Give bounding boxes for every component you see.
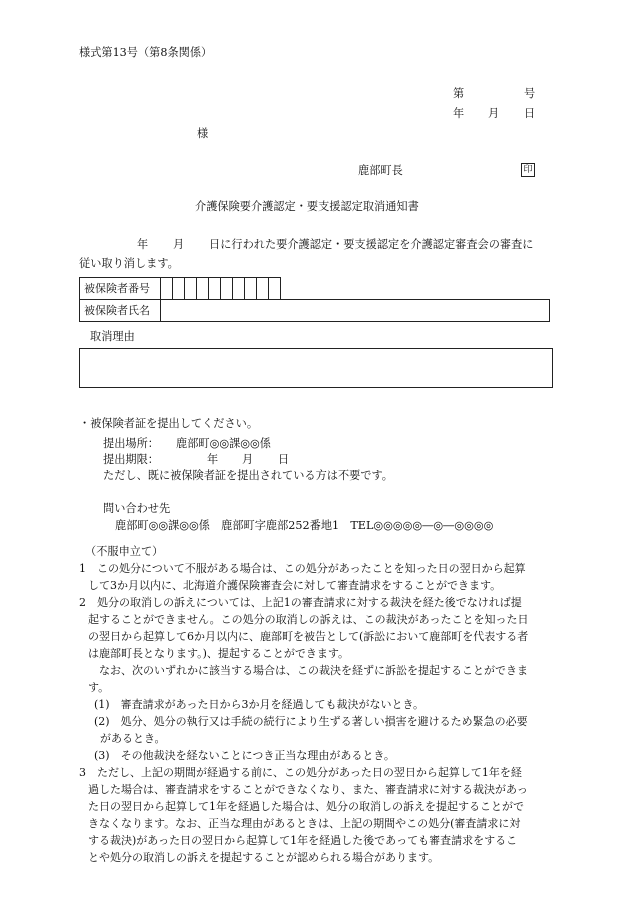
appeal-line: (1) 審査請求があった日から3か月を経過しても裁決がないとき。 <box>94 698 425 711</box>
appeal-line: は鹿部町長となります。)、提起することができます。 <box>88 647 350 660</box>
submit-notice: ・被保険者証を提出してください。 <box>79 417 259 430</box>
form-number: 様式第13号（第8条関係） <box>79 46 213 59</box>
appeal-line: (3) その他裁決を経ないことにつき正当な理由があるとき。 <box>94 749 395 762</box>
appeal-line: 2 処分の取消しの訴えについては、上記1の審査請求に対する裁決を経た後でなければ提 <box>79 596 522 609</box>
intro-month: 月 <box>173 238 185 251</box>
contact-label: 問い合わせ先 <box>103 502 171 515</box>
insured-name-row <box>80 300 550 322</box>
addressee-honorific: 様 <box>197 127 209 140</box>
appeal-line: とや処分の取消しの訴えを提起することが認められる場合があります。 <box>88 851 440 864</box>
appeal-line: 過した場合は、審査請求をすることができなくなり、また、審査請求に対する裁決があっ <box>88 783 528 796</box>
intro-year: 年 <box>137 238 149 251</box>
deadline-year: 年 <box>207 453 219 466</box>
insured-number-digit[interactable] <box>257 278 269 300</box>
seal-mark: 印 <box>521 163 535 177</box>
appeal-line: た日の翌日から起算して1年を経過した場合は、処分の取消しの訴えを提起することがで <box>88 800 524 813</box>
appeal-line: す。 <box>88 681 110 694</box>
insured-number-digit[interactable] <box>269 278 281 300</box>
date-day: 日 <box>524 107 536 120</box>
appeal-line: 1 この処分について不服がある場合は、この処分があったことを知った日の翌日から起算 <box>79 562 526 575</box>
appeal-line: があるとき。 <box>100 732 166 745</box>
intro-line2: 従い取り消します。 <box>79 257 179 270</box>
appeal-line: 3 ただし、上記の期間が経過する前に、この処分があった日の翌日から起算して1年を経 <box>79 766 522 779</box>
date-year: 年 <box>453 107 465 120</box>
submit-note: ただし、既に被保険者証を提出されている方は不要です。 <box>103 469 393 482</box>
insured-number-digit[interactable] <box>173 278 185 300</box>
insured-number-digit[interactable] <box>209 278 221 300</box>
number-suffix: 号 <box>524 87 536 100</box>
document-title: 介護保険要介護認定・要支援認定取消通知書 <box>195 200 419 213</box>
deadline-day: 日 <box>278 453 290 466</box>
insured-number-digit[interactable] <box>245 278 257 300</box>
deadline-month: 月 <box>242 453 254 466</box>
insured-number-label: 被保険者番号 <box>80 278 161 300</box>
appeal-line: の翌日から起算して6か月以内に、鹿部町を被告として(訴訟において鹿部町を代表する者 <box>88 630 529 643</box>
appeal-line: なお、次のいずれかに該当する場合は、この裁決を経ずに訴訟を提起することができま <box>99 664 528 677</box>
insured-number-digit[interactable] <box>185 278 197 300</box>
appeal-line: して3か月以内に、北海道介護保険審査会に対して審査請求をすることができます。 <box>88 579 502 592</box>
submit-deadline-label: 提出期限： <box>103 453 159 466</box>
insured-table <box>79 277 550 322</box>
insured-name-field[interactable] <box>161 300 550 322</box>
number-prefix: 第 <box>453 87 465 100</box>
insured-number-digit[interactable] <box>221 278 233 300</box>
appeal-line: 起することができません。この処分の取消しの訴えは、この裁決があったことを知った日 <box>88 613 529 626</box>
insured-number-digit[interactable] <box>233 278 245 300</box>
issuer-name: 鹿部町長 <box>358 164 403 177</box>
date-month: 月 <box>488 107 500 120</box>
insured-number-digit[interactable] <box>161 278 173 300</box>
submit-place-label: 提出場所： <box>103 437 159 450</box>
contact-line: 鹿部町◎◎課◎◎係 鹿部町字鹿部252番地1 TEL◎◎◎◎◎―◎―◎◎◎◎ <box>115 519 494 532</box>
insured-name-label: 被保険者氏名 <box>80 300 161 322</box>
appeal-line: する裁決)があった日の翌日から起算して1年を経過した後であっても審査請求をするこ <box>88 834 518 847</box>
submit-place-value: 鹿部町◎◎課◎◎係 <box>176 437 271 450</box>
reason-box[interactable] <box>79 348 553 388</box>
insured-number-digit[interactable] <box>197 278 209 300</box>
reason-label: 取消理由 <box>90 330 135 343</box>
appeal-line: (2) 処分、処分の執行又は手続の続行により生ずる著しい損害を避けるため緊急の必要 <box>94 715 528 728</box>
intro-line1: 日に行われた要介護認定・要支援認定を介護認定審査会の審査に <box>209 238 534 251</box>
insured-number-row <box>80 278 550 300</box>
appeal-line: きなくなります。なお、正当な理由があるときは、上記の期間やこの処分(審査請求に対 <box>88 817 521 830</box>
appeal-heading: （不服申立て） <box>85 545 164 558</box>
